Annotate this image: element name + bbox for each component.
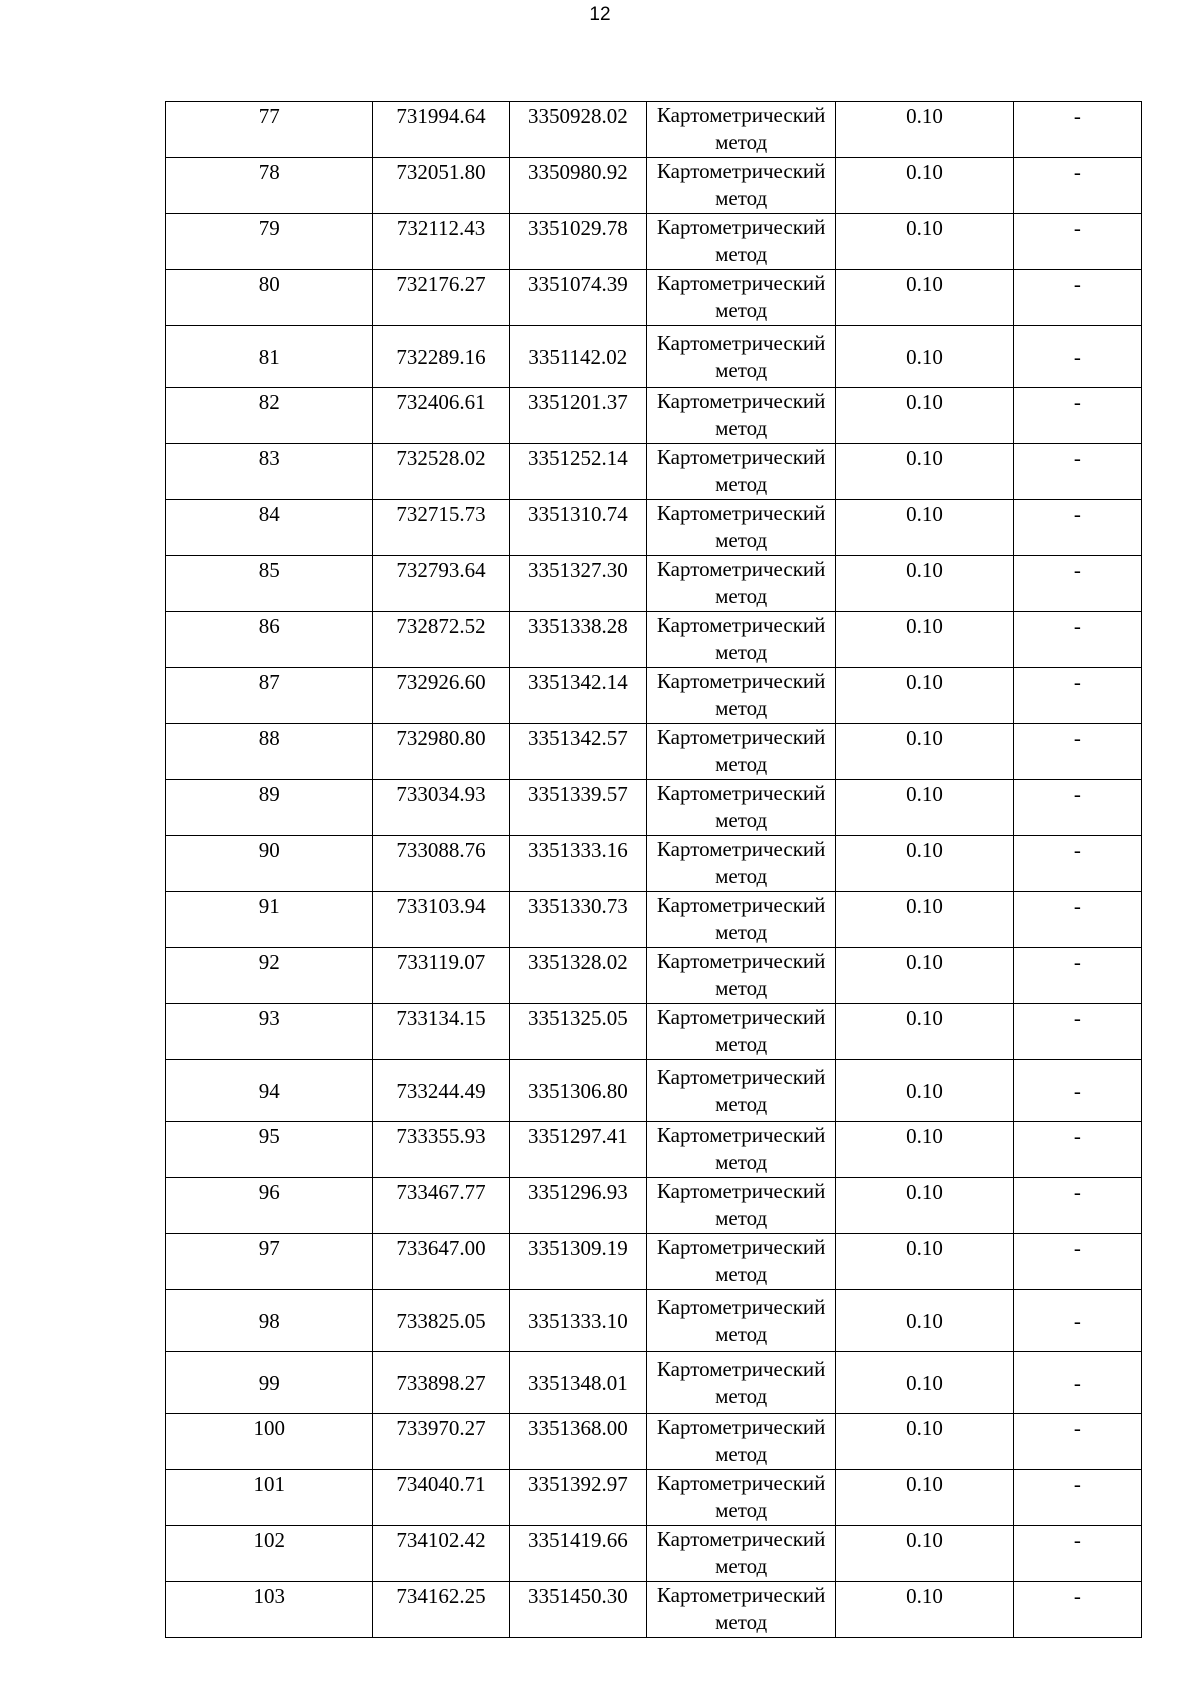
precision-cell: 0.10 bbox=[836, 668, 1013, 724]
note-cell: - bbox=[1013, 948, 1141, 1004]
y-coordinate-cell: 3351392.97 bbox=[509, 1470, 646, 1526]
table-row bbox=[166, 612, 1142, 668]
table-row bbox=[166, 668, 1142, 724]
note-cell: - bbox=[1013, 326, 1141, 388]
point-number-cell: 79 bbox=[166, 214, 373, 270]
table-row bbox=[166, 1470, 1142, 1526]
method-cell: Картометрический метод bbox=[646, 836, 835, 892]
coordinates-table-container bbox=[165, 101, 1142, 1638]
note-cell: - bbox=[1013, 1004, 1141, 1060]
y-coordinate-cell: 3351328.02 bbox=[509, 948, 646, 1004]
method-cell: Картометрический метод bbox=[646, 158, 835, 214]
method-cell: Картометрический метод bbox=[646, 444, 835, 500]
y-coordinate-cell: 3351074.39 bbox=[509, 270, 646, 326]
note-cell: - bbox=[1013, 724, 1141, 780]
precision-cell: 0.10 bbox=[836, 388, 1013, 444]
precision-cell: 0.10 bbox=[836, 1526, 1013, 1582]
table-row bbox=[166, 444, 1142, 500]
y-coordinate-cell: 3351333.16 bbox=[509, 836, 646, 892]
y-coordinate-cell: 3351342.57 bbox=[509, 724, 646, 780]
point-number-cell: 80 bbox=[166, 270, 373, 326]
precision-cell: 0.10 bbox=[836, 102, 1013, 158]
x-coordinate-cell: 733467.77 bbox=[373, 1178, 509, 1234]
y-coordinate-cell: 3351342.14 bbox=[509, 668, 646, 724]
method-cell: Картометрический метод bbox=[646, 1582, 835, 1638]
point-number-cell: 84 bbox=[166, 500, 373, 556]
precision-cell: 0.10 bbox=[836, 780, 1013, 836]
point-number-cell: 99 bbox=[166, 1352, 373, 1414]
y-coordinate-cell: 3351310.74 bbox=[509, 500, 646, 556]
y-coordinate-cell: 3351450.30 bbox=[509, 1582, 646, 1638]
y-coordinate-cell: 3351419.66 bbox=[509, 1526, 646, 1582]
y-coordinate-cell: 3351338.28 bbox=[509, 612, 646, 668]
y-coordinate-cell: 3351296.93 bbox=[509, 1178, 646, 1234]
method-cell: Картометрический метод bbox=[646, 780, 835, 836]
precision-cell: 0.10 bbox=[836, 158, 1013, 214]
precision-cell: 0.10 bbox=[836, 1290, 1013, 1352]
note-cell: - bbox=[1013, 1414, 1141, 1470]
table-row bbox=[166, 326, 1142, 388]
y-coordinate-cell: 3351029.78 bbox=[509, 214, 646, 270]
x-coordinate-cell: 733034.93 bbox=[373, 780, 509, 836]
point-number-cell: 103 bbox=[166, 1582, 373, 1638]
point-number-cell: 86 bbox=[166, 612, 373, 668]
point-number-cell: 82 bbox=[166, 388, 373, 444]
point-number-cell: 100 bbox=[166, 1414, 373, 1470]
method-cell: Картометрический метод bbox=[646, 948, 835, 1004]
precision-cell: 0.10 bbox=[836, 1060, 1013, 1122]
table-row bbox=[166, 102, 1142, 158]
y-coordinate-cell: 3350928.02 bbox=[509, 102, 646, 158]
y-coordinate-cell: 3351327.30 bbox=[509, 556, 646, 612]
table-row bbox=[166, 892, 1142, 948]
x-coordinate-cell: 734102.42 bbox=[373, 1526, 509, 1582]
x-coordinate-cell: 733898.27 bbox=[373, 1352, 509, 1414]
x-coordinate-cell: 733355.93 bbox=[373, 1122, 509, 1178]
method-cell: Картометрический метод bbox=[646, 1352, 835, 1414]
table-row bbox=[166, 1352, 1142, 1414]
note-cell: - bbox=[1013, 270, 1141, 326]
y-coordinate-cell: 3351348.01 bbox=[509, 1352, 646, 1414]
note-cell: - bbox=[1013, 1582, 1141, 1638]
coordinates-table-body bbox=[166, 102, 1142, 1638]
y-coordinate-cell: 3351309.19 bbox=[509, 1234, 646, 1290]
point-number-cell: 93 bbox=[166, 1004, 373, 1060]
x-coordinate-cell: 732980.80 bbox=[373, 724, 509, 780]
note-cell: - bbox=[1013, 500, 1141, 556]
x-coordinate-cell: 732528.02 bbox=[373, 444, 509, 500]
point-number-cell: 88 bbox=[166, 724, 373, 780]
note-cell: - bbox=[1013, 388, 1141, 444]
method-cell: Картометрический метод bbox=[646, 500, 835, 556]
table-row bbox=[166, 1178, 1142, 1234]
x-coordinate-cell: 732176.27 bbox=[373, 270, 509, 326]
precision-cell: 0.10 bbox=[836, 1178, 1013, 1234]
note-cell: - bbox=[1013, 780, 1141, 836]
table-row bbox=[166, 1060, 1142, 1122]
point-number-cell: 83 bbox=[166, 444, 373, 500]
method-cell: Картометрический метод bbox=[646, 102, 835, 158]
y-coordinate-cell: 3351330.73 bbox=[509, 892, 646, 948]
x-coordinate-cell: 732112.43 bbox=[373, 214, 509, 270]
method-cell: Картометрический метод bbox=[646, 270, 835, 326]
y-coordinate-cell: 3351306.80 bbox=[509, 1060, 646, 1122]
precision-cell: 0.10 bbox=[836, 270, 1013, 326]
method-cell: Картометрический метод bbox=[646, 1414, 835, 1470]
point-number-cell: 87 bbox=[166, 668, 373, 724]
note-cell: - bbox=[1013, 892, 1141, 948]
point-number-cell: 95 bbox=[166, 1122, 373, 1178]
y-coordinate-cell: 3351339.57 bbox=[509, 780, 646, 836]
note-cell: - bbox=[1013, 214, 1141, 270]
x-coordinate-cell: 732406.61 bbox=[373, 388, 509, 444]
x-coordinate-cell: 732051.80 bbox=[373, 158, 509, 214]
table-row bbox=[166, 500, 1142, 556]
point-number-cell: 81 bbox=[166, 326, 373, 388]
y-coordinate-cell: 3351333.10 bbox=[509, 1290, 646, 1352]
table-row bbox=[166, 1004, 1142, 1060]
point-number-cell: 90 bbox=[166, 836, 373, 892]
point-number-cell: 97 bbox=[166, 1234, 373, 1290]
method-cell: Картометрический метод bbox=[646, 1470, 835, 1526]
x-coordinate-cell: 734162.25 bbox=[373, 1582, 509, 1638]
precision-cell: 0.10 bbox=[836, 500, 1013, 556]
method-cell: Картометрический метод bbox=[646, 724, 835, 780]
note-cell: - bbox=[1013, 102, 1141, 158]
method-cell: Картометрический метод bbox=[646, 1060, 835, 1122]
x-coordinate-cell: 732872.52 bbox=[373, 612, 509, 668]
note-cell: - bbox=[1013, 1290, 1141, 1352]
note-cell: - bbox=[1013, 1234, 1141, 1290]
note-cell: - bbox=[1013, 1526, 1141, 1582]
y-coordinate-cell: 3351297.41 bbox=[509, 1122, 646, 1178]
method-cell: Картометрический метод bbox=[646, 1178, 835, 1234]
table-row bbox=[166, 780, 1142, 836]
y-coordinate-cell: 3351201.37 bbox=[509, 388, 646, 444]
table-row bbox=[166, 556, 1142, 612]
y-coordinate-cell: 3351368.00 bbox=[509, 1414, 646, 1470]
precision-cell: 0.10 bbox=[836, 556, 1013, 612]
y-coordinate-cell: 3350980.92 bbox=[509, 158, 646, 214]
table-row bbox=[166, 214, 1142, 270]
note-cell: - bbox=[1013, 612, 1141, 668]
precision-cell: 0.10 bbox=[836, 1122, 1013, 1178]
x-coordinate-cell: 733647.00 bbox=[373, 1234, 509, 1290]
precision-cell: 0.10 bbox=[836, 892, 1013, 948]
y-coordinate-cell: 3351325.05 bbox=[509, 1004, 646, 1060]
y-coordinate-cell: 3351252.14 bbox=[509, 444, 646, 500]
point-number-cell: 101 bbox=[166, 1470, 373, 1526]
point-number-cell: 98 bbox=[166, 1290, 373, 1352]
precision-cell: 0.10 bbox=[836, 214, 1013, 270]
point-number-cell: 91 bbox=[166, 892, 373, 948]
x-coordinate-cell: 734040.71 bbox=[373, 1470, 509, 1526]
x-coordinate-cell: 733970.27 bbox=[373, 1414, 509, 1470]
precision-cell: 0.10 bbox=[836, 1582, 1013, 1638]
table-row bbox=[166, 724, 1142, 780]
note-cell: - bbox=[1013, 1352, 1141, 1414]
method-cell: Картометрический метод bbox=[646, 1004, 835, 1060]
x-coordinate-cell: 732715.73 bbox=[373, 500, 509, 556]
precision-cell: 0.10 bbox=[836, 724, 1013, 780]
x-coordinate-cell: 733119.07 bbox=[373, 948, 509, 1004]
table-row bbox=[166, 1290, 1142, 1352]
point-number-cell: 96 bbox=[166, 1178, 373, 1234]
table-row bbox=[166, 1526, 1142, 1582]
note-cell: - bbox=[1013, 158, 1141, 214]
note-cell: - bbox=[1013, 1060, 1141, 1122]
precision-cell: 0.10 bbox=[836, 948, 1013, 1004]
point-number-cell: 89 bbox=[166, 780, 373, 836]
x-coordinate-cell: 732793.64 bbox=[373, 556, 509, 612]
x-coordinate-cell: 733244.49 bbox=[373, 1060, 509, 1122]
method-cell: Картометрический метод bbox=[646, 556, 835, 612]
point-number-cell: 94 bbox=[166, 1060, 373, 1122]
precision-cell: 0.10 bbox=[836, 1414, 1013, 1470]
note-cell: - bbox=[1013, 1122, 1141, 1178]
note-cell: - bbox=[1013, 556, 1141, 612]
point-number-cell: 78 bbox=[166, 158, 373, 214]
table-row bbox=[166, 158, 1142, 214]
precision-cell: 0.10 bbox=[836, 326, 1013, 388]
table-row bbox=[166, 1582, 1142, 1638]
table-row bbox=[166, 836, 1142, 892]
method-cell: Картометрический метод bbox=[646, 388, 835, 444]
method-cell: Картометрический метод bbox=[646, 668, 835, 724]
method-cell: Картометрический метод bbox=[646, 214, 835, 270]
note-cell: - bbox=[1013, 836, 1141, 892]
note-cell: - bbox=[1013, 1470, 1141, 1526]
precision-cell: 0.10 bbox=[836, 1004, 1013, 1060]
x-coordinate-cell: 733134.15 bbox=[373, 1004, 509, 1060]
precision-cell: 0.10 bbox=[836, 1470, 1013, 1526]
point-number-cell: 77 bbox=[166, 102, 373, 158]
x-coordinate-cell: 732289.16 bbox=[373, 326, 509, 388]
precision-cell: 0.10 bbox=[836, 612, 1013, 668]
x-coordinate-cell: 732926.60 bbox=[373, 668, 509, 724]
method-cell: Картометрический метод bbox=[646, 1290, 835, 1352]
method-cell: Картометрический метод bbox=[646, 1526, 835, 1582]
precision-cell: 0.10 bbox=[836, 1352, 1013, 1414]
method-cell: Картометрический метод bbox=[646, 892, 835, 948]
note-cell: - bbox=[1013, 668, 1141, 724]
x-coordinate-cell: 733103.94 bbox=[373, 892, 509, 948]
table-row bbox=[166, 270, 1142, 326]
table-row bbox=[166, 1414, 1142, 1470]
point-number-cell: 92 bbox=[166, 948, 373, 1004]
method-cell: Картометрический метод bbox=[646, 326, 835, 388]
y-coordinate-cell: 3351142.02 bbox=[509, 326, 646, 388]
method-cell: Картометрический метод bbox=[646, 1234, 835, 1290]
table-row bbox=[166, 388, 1142, 444]
page-number: 12 bbox=[589, 4, 611, 25]
point-number-cell: 102 bbox=[166, 1526, 373, 1582]
method-cell: Картометрический метод bbox=[646, 1122, 835, 1178]
table-row bbox=[166, 1122, 1142, 1178]
x-coordinate-cell: 731994.64 bbox=[373, 102, 509, 158]
method-cell: Картометрический метод bbox=[646, 612, 835, 668]
table-row bbox=[166, 1234, 1142, 1290]
precision-cell: 0.10 bbox=[836, 444, 1013, 500]
x-coordinate-cell: 733825.05 bbox=[373, 1290, 509, 1352]
precision-cell: 0.10 bbox=[836, 1234, 1013, 1290]
note-cell: - bbox=[1013, 444, 1141, 500]
precision-cell: 0.10 bbox=[836, 836, 1013, 892]
coordinates-table bbox=[165, 101, 1142, 1638]
x-coordinate-cell: 733088.76 bbox=[373, 836, 509, 892]
point-number-cell: 85 bbox=[166, 556, 373, 612]
note-cell: - bbox=[1013, 1178, 1141, 1234]
table-row bbox=[166, 948, 1142, 1004]
